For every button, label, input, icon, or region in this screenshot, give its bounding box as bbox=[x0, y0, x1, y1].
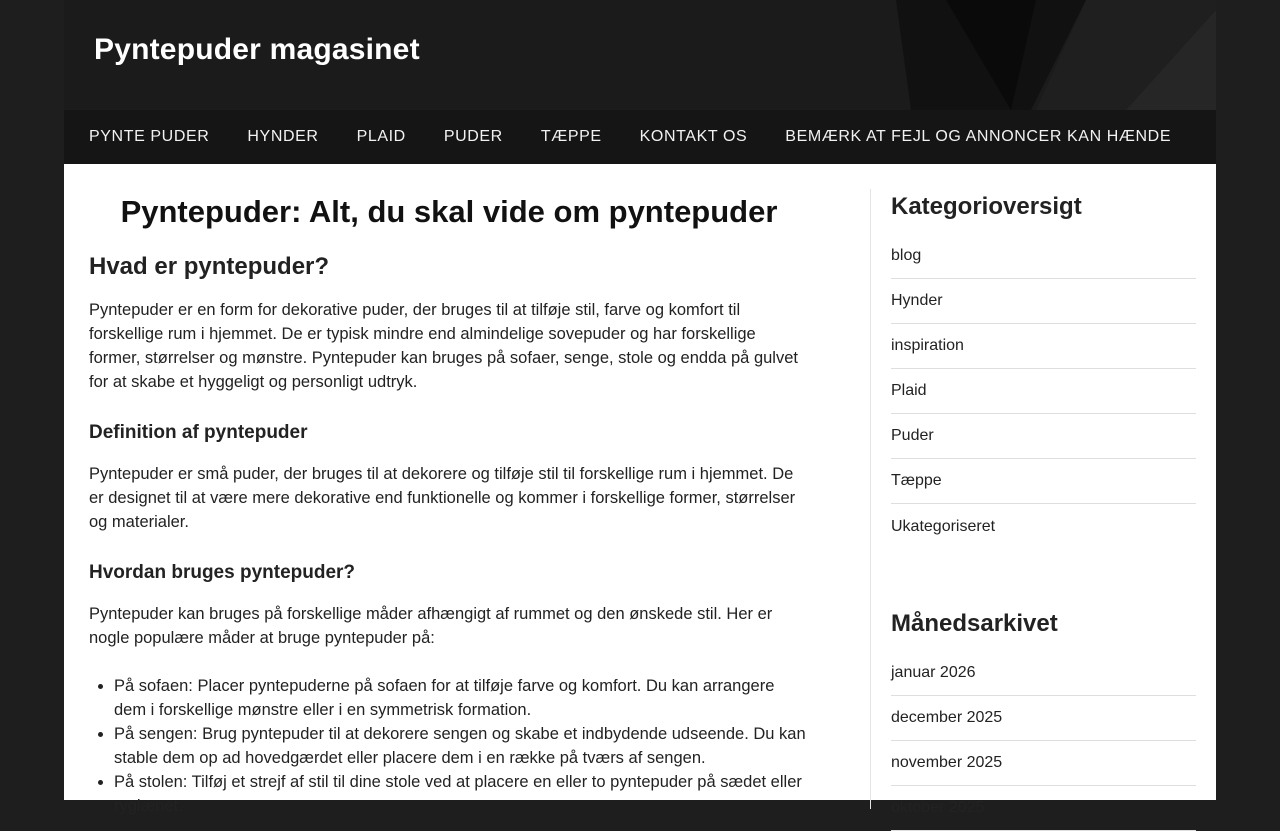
list-item bbox=[891, 279, 1196, 324]
sidebar bbox=[891, 164, 1196, 831]
list-item bbox=[891, 696, 1196, 741]
nav-item-bemaerk[interactable]: BEMÆRK AT FEJL OG ANNONCER KAN HÆNDE bbox=[785, 128, 1172, 145]
heading-usage: Hvordan bruges pyntepuder? bbox=[89, 562, 356, 583]
archive-link-januar-2026[interactable]: januar 2026 bbox=[891, 664, 976, 681]
site-header bbox=[64, 0, 1216, 110]
archive-link-november-2025[interactable]: november 2025 bbox=[891, 754, 1003, 771]
category-link-puder[interactable]: Puder bbox=[891, 427, 934, 444]
nav-item-hynder[interactable]: HYNDER bbox=[247, 128, 319, 145]
heading-what: Hvad er pyntepuder? bbox=[89, 253, 330, 280]
list-item: • På sengen: Brug pyntepuder til at dekorere sengen og skabe et indbydende udseende. Du kan stable dem op ad hovedgærdet eller placere dem i en række på tværs af sengen. bbox=[114, 722, 809, 770]
archive-title: Månedsarkivet bbox=[891, 610, 1058, 637]
archive-link-oktober-2025[interactable]: oktober 2025 bbox=[891, 799, 985, 816]
header-decoration bbox=[886, 0, 1216, 110]
page-wrapper bbox=[64, 0, 1216, 816]
list-item bbox=[891, 234, 1196, 279]
nav-item-puder[interactable]: PUDER bbox=[443, 128, 503, 145]
nav-item-pynte-puder[interactable]: PYNTE PUDER bbox=[89, 128, 210, 145]
list-item bbox=[891, 786, 1196, 831]
article-title: Pyntepuder: Alt, du skal vide om pyntepuder bbox=[120, 194, 778, 229]
article bbox=[89, 164, 809, 818]
site-title[interactable]: Pyntepuder magasinet bbox=[94, 33, 420, 66]
list-item bbox=[891, 369, 1196, 414]
nav-item-plaid[interactable]: PLAID bbox=[356, 128, 406, 145]
list-item bbox=[891, 741, 1196, 786]
paragraph-what: Pyntepuder er en form for dekorative puder, der bruges til at tilføje stil, farve og komfort til forskellige rum i hjemmet. De er typisk mindre end almindelige sovepuder og har forskellige former, størrelser og mønstre. Pyntepuder kan bruges på sofaer, senge, stole og endda på gulvet for at skabe et hyggeligt og personligt udtryk. bbox=[89, 301, 798, 391]
category-link-blog[interactable]: blog bbox=[891, 247, 922, 264]
archive-link-december-2025[interactable]: december 2025 bbox=[891, 709, 1003, 726]
category-link-taeppe[interactable]: Tæppe bbox=[891, 472, 942, 489]
heading-definition: Definition af pyntepuder bbox=[89, 422, 308, 443]
list-item: • På stolen: Tilføj et strejf af stil til dine stole ved at placere en eller to pyntepuder på sædet eller ryglænet. bbox=[114, 770, 809, 818]
archive-list bbox=[891, 651, 1196, 831]
archive-widget bbox=[891, 609, 1196, 831]
category-link-inspiration[interactable]: inspiration bbox=[891, 337, 964, 354]
list-item bbox=[891, 414, 1196, 459]
categories-widget bbox=[891, 192, 1196, 549]
sidebar-divider bbox=[870, 189, 871, 809]
category-link-ukategoriseret[interactable]: Ukategoriseret bbox=[891, 517, 996, 535]
categories-title: Kategorioversigt bbox=[891, 193, 1082, 220]
list-item bbox=[891, 324, 1196, 369]
list-item: • På sofaen: Placer pyntepuderne på sofaen for at tilføje farve og komfort. Du kan arrangere dem i forskellige mønstre eller i en symmetrisk formation. bbox=[114, 674, 809, 722]
nav-item-kontakt-os[interactable]: KONTAKT OS bbox=[639, 128, 748, 145]
list-item bbox=[891, 459, 1196, 504]
list-item bbox=[891, 504, 1196, 549]
list-item bbox=[891, 651, 1196, 696]
main-navigation bbox=[64, 110, 1216, 164]
paragraph-usage: Pyntepuder kan bruges på forskellige måder afhængigt af rummet og den ønskede stil. Her er nogle populære måder at bruge pyntepuder på: bbox=[89, 605, 773, 647]
categories-list bbox=[891, 234, 1196, 549]
paragraph-definition: Pyntepuder er små puder, der bruges til at dekorere og tilføje stil til forskellige rum i hjemmet. De er designet til at være mere dekorative end funktionelle og kommer i forskellige former, størrelser og materialer. bbox=[89, 465, 796, 531]
content-area bbox=[64, 164, 1216, 816]
category-link-plaid[interactable]: Plaid bbox=[891, 382, 927, 399]
nav-item-taeppe[interactable]: TÆPPE bbox=[540, 128, 602, 145]
category-link-hynder[interactable]: Hynder bbox=[891, 292, 943, 309]
usage-list bbox=[89, 674, 809, 818]
